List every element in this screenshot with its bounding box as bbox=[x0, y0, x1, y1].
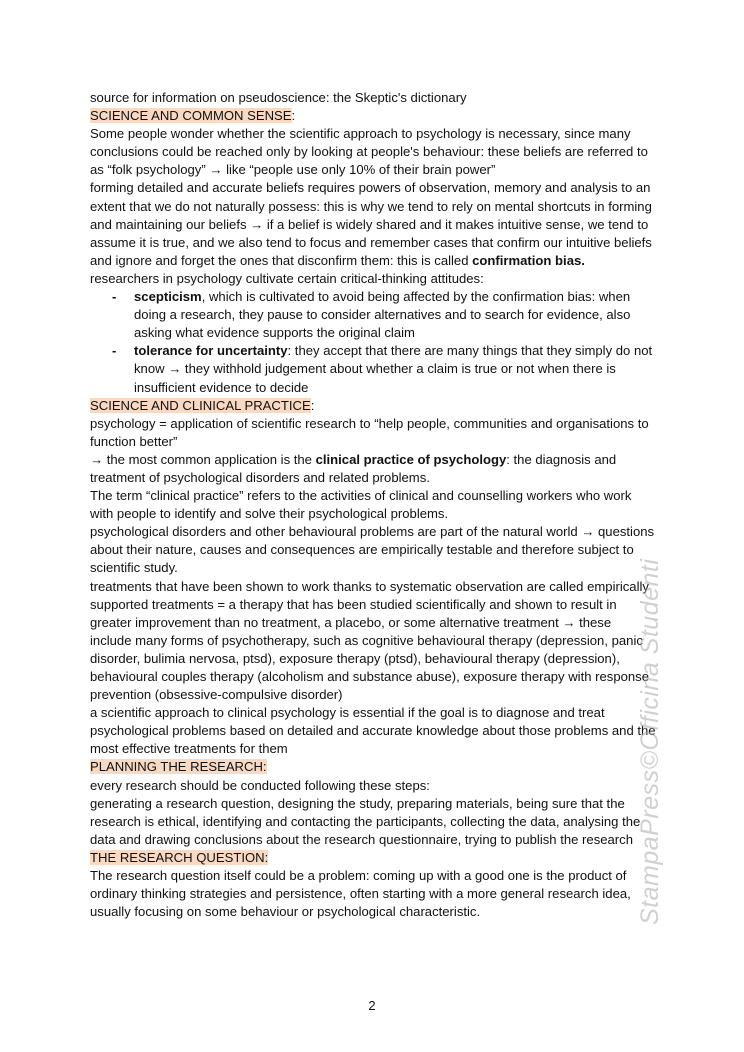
heading-text: THE RESEARCH QUESTION: bbox=[90, 849, 269, 865]
paragraph-psychology-definition: psychology = application of scientific research to “help people, communities and organisations to function better” bbox=[90, 415, 649, 449]
list-item bbox=[90, 288, 656, 342]
term-scepticism: scepticism bbox=[134, 289, 202, 305]
list-item bbox=[90, 342, 656, 396]
paragraph-steps: generating a research question, designing the study, preparing materials, being sure that the research is ethical, identifying and contacting the participants, collecting the data, analysing the data and drawing conclusions about the research questionnaire, trying to publish the research bbox=[90, 795, 641, 847]
term-clinical-practice: clinical practice of psychology bbox=[315, 451, 507, 467]
list-item-text: , which is cultivated to avoid being affected by the confirmation bias: when doing a research, they pause to consider alternatives and to search for evidence, also asking what evidence supports the original claim bbox=[134, 289, 631, 341]
paragraph-research-question: The research question itself could be a problem: coming up with a good one is the product of ordinary thinking strategies and persistence, often starting with a more general research idea, usually focusing on some behaviour or psychological characteristic. bbox=[90, 868, 631, 920]
bullet-dash: - bbox=[112, 289, 117, 305]
paragraph-clinical-practice-term: The term “clinical practice” refers to the activities of clinical and counselling workers who work with people to identify and solve their psychological problems. bbox=[90, 488, 632, 522]
heading-text: SCIENCE AND CLINICAL PRACTICE bbox=[90, 397, 311, 413]
heading-colon: : bbox=[310, 397, 315, 413]
heading-planning-research bbox=[90, 758, 656, 776]
paragraph-steps-intro: every research should be conducted following these steps: bbox=[90, 777, 430, 793]
watermark: StampaPress©Officina Studenti bbox=[636, 558, 664, 925]
term-tolerance-uncertainty: tolerance for uncertainty bbox=[134, 343, 288, 359]
list-item-text: : they accept that there are many things that they simply do not know → they withhold judgement about whether a claim is true or not when there is insufficient evidence to decide bbox=[134, 343, 653, 395]
attitudes-list bbox=[90, 288, 656, 397]
term-confirmation-bias: confirmation bias. bbox=[472, 252, 585, 268]
paragraph-beliefs-text: forming detailed and accurate beliefs requires powers of observation, memory and analysis to an extent that we do not naturally possess: this is why we tend to rely on mental shortcuts in forming and maintaining our beliefs → if a belief is widely shared and it makes intuitive sense, we tend to assume it is true, and we also tend to focus and remember cases that confirm our intuitive beliefs and ignore and forget the ones that disconfirm them: this is called bbox=[90, 180, 652, 268]
text-segment: → the most common application is the bbox=[90, 451, 316, 467]
heading-science-clinical-practice bbox=[90, 397, 656, 415]
document-body bbox=[90, 89, 656, 921]
paragraph-scientific-approach: a scientific approach to clinical psychology is essential if the goal is to diagnose and treat psychological problems based on detailed and accurate knowledge about those problems and the most effective treatments for them bbox=[90, 705, 656, 757]
heading-text: PLANNING THE RESEARCH: bbox=[90, 759, 267, 775]
heading-research-question bbox=[90, 849, 656, 867]
paragraph-clinical-application bbox=[90, 451, 656, 487]
paragraph-source: source for information on pseudoscience: the Skeptic's dictionary bbox=[90, 90, 467, 105]
heading-text: SCIENCE AND COMMON SENSE bbox=[90, 108, 292, 124]
paragraph-natural-world: psychological disorders and other behavioural problems are part of the natural world → questions about their nature, causes and consequences are empirically testable and therefore subject to scientific study. bbox=[90, 524, 655, 576]
paragraph-folk-psychology: Some people wonder whether the scientific approach to psychology is necessary, since many conclusions could be reached only by looking at people's behaviour: these beliefs are referred to as “folk psychology” → like “people use only 10% of their brain power” bbox=[90, 126, 648, 178]
paragraph-beliefs bbox=[90, 179, 656, 269]
page-number: 2 bbox=[368, 998, 376, 1013]
paragraph-attitudes: researchers in psychology cultivate certain critical-thinking attitudes: bbox=[90, 270, 484, 286]
text-segment: : the diagnosis and treatment of psychological disorders and related problems. bbox=[90, 451, 617, 485]
heading-science-common-sense bbox=[90, 107, 656, 125]
paragraph-treatments: treatments that have been shown to work thanks to systematic observation are called empirically supported treatments = a therapy that has been studied scientifically and shown to result in greater improvement than no treatment, a placebo, or some alternative treatment → these include many forms of psychotherapy, such as cognitive behavioural therapy (depression, panic disorder, bulimia nervosa, ptsd), exposure therapy (ptsd), behavioural therapy (depression), behavioural couples therapy (alcoholism and substance abuse), exposure therapy with response prevention (obsessive-compulsive disorder) bbox=[90, 578, 649, 703]
bullet-dash: - bbox=[112, 343, 117, 359]
heading-colon: : bbox=[291, 108, 296, 124]
